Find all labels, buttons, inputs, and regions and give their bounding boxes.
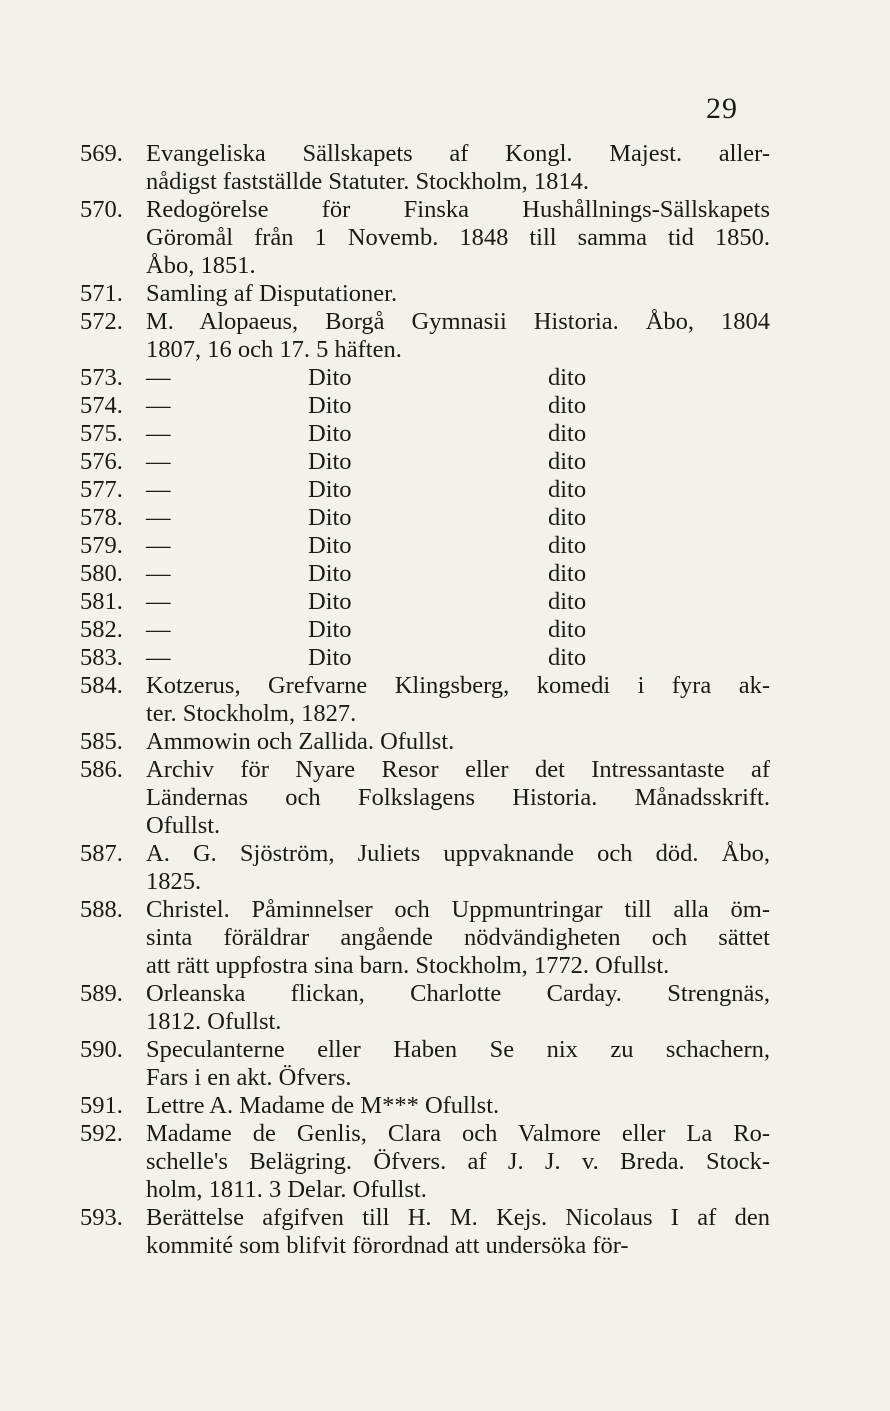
entry-line: Lettre A. Madame de M*** Ofullst.: [146, 1092, 500, 1119]
dito-author: Dito: [308, 448, 352, 475]
entry-text: [146, 140, 770, 196]
dash-mark: —: [146, 616, 171, 643]
catalog-entry: [80, 196, 770, 280]
dito-entry: [80, 588, 770, 616]
dito-author: Dito: [308, 504, 352, 531]
entry-number: 588.: [80, 896, 123, 923]
entry-number: 573.: [80, 364, 123, 391]
entry-text: [146, 196, 770, 280]
dash-mark: —: [146, 588, 171, 615]
dito-author: Dito: [308, 392, 352, 419]
entry-line: Redogörelse för Finska Hushållnings-Sällskapets: [146, 196, 770, 223]
catalog-entry: [80, 280, 770, 308]
dito-entry: [80, 504, 770, 532]
entry-line: Berättelse afgifven till H. M. Kejs. Nicolaus I af den: [146, 1204, 770, 1231]
entry-line: Göromål från 1 Novemb. 1848 till samma tid 1850.: [146, 224, 770, 251]
dash-mark: —: [146, 476, 171, 503]
entry-text: [146, 728, 770, 756]
entry-line: nådigst fastställde Statuter. Stockholm, 1814.: [146, 168, 589, 195]
dito-entry: [80, 644, 770, 672]
entry-text: [146, 896, 770, 980]
dito-author: Dito: [308, 588, 352, 615]
entry-line: Ländernas och Folkslagens Historia. Månadsskrift.: [146, 784, 770, 811]
dash-mark: —: [146, 420, 171, 447]
entry-line: 1825.: [146, 868, 202, 895]
catalog-entry: [80, 1120, 770, 1204]
entry-number: 578.: [80, 504, 123, 531]
dito-title: dito: [548, 616, 587, 643]
entry-number: 587.: [80, 840, 123, 867]
dito-entry: [80, 532, 770, 560]
entry-line: 1807, 16 och 17. 5 häften.: [146, 336, 402, 363]
dash-mark: —: [146, 532, 171, 559]
entry-line: 1812. Ofullst.: [146, 1008, 282, 1035]
catalog-entry: [80, 756, 770, 840]
entry-text: [146, 308, 770, 364]
entry-number: 580.: [80, 560, 123, 587]
entry-line: att rätt uppfostra sina barn. Stockholm, 1772. Ofullst.: [146, 952, 670, 979]
entry-line: Åbo, 1851.: [146, 252, 256, 279]
entry-number: 591.: [80, 1092, 123, 1119]
dito-author: Dito: [308, 616, 352, 643]
catalog-entry: [80, 980, 770, 1036]
entry-line: M. Alopaeus, Borgå Gymnasii Historia. Åbo, 1804: [146, 308, 770, 335]
dito-title: dito: [548, 392, 587, 419]
dito-title: dito: [548, 448, 587, 475]
dito-entry: [80, 616, 770, 644]
catalog-entry: [80, 840, 770, 896]
dito-author: Dito: [308, 420, 352, 447]
entry-number: 572.: [80, 308, 123, 335]
dito-entry: [80, 476, 770, 504]
entry-line: Evangeliska Sällskapets af Kongl. Majest. aller-: [146, 140, 770, 167]
dito-title: dito: [548, 644, 587, 671]
entry-line: ter. Stockholm, 1827.: [146, 700, 357, 727]
dash-mark: —: [146, 644, 171, 671]
catalog-entry: [80, 1204, 770, 1260]
dito-author: Dito: [308, 532, 352, 559]
entry-line: Orleanska flickan, Charlotte Carday. Strengnäs,: [146, 980, 770, 1007]
catalog-entry: [80, 728, 770, 756]
catalog-entry: [80, 1092, 770, 1120]
catalog-entry: [80, 308, 770, 364]
dito-author: Dito: [308, 476, 352, 503]
dito-entry: [80, 420, 770, 448]
entry-number: 581.: [80, 588, 123, 615]
entry-text: [146, 980, 770, 1036]
dito-title: dito: [548, 532, 587, 559]
entry-line: Ofullst.: [146, 812, 221, 839]
dash-mark: —: [146, 504, 171, 531]
entry-text: [146, 840, 770, 896]
dito-title: dito: [548, 420, 587, 447]
dito-title: dito: [548, 364, 587, 391]
entry-line: Madame de Genlis, Clara och Valmore eller La Ro-: [146, 1120, 770, 1147]
entry-text: [146, 672, 770, 728]
entry-text: [146, 756, 770, 840]
entry-number: 577.: [80, 476, 123, 503]
dito-author: Dito: [308, 644, 352, 671]
dash-mark: —: [146, 448, 171, 475]
dito-author: Dito: [308, 560, 352, 587]
dito-entry: [80, 392, 770, 420]
entry-text: [146, 1204, 770, 1260]
entry-line: Kotzerus, Grefvarne Klingsberg, komedi i fyra ak-: [146, 672, 770, 699]
entry-number: 592.: [80, 1120, 123, 1147]
entry-number: 579.: [80, 532, 123, 559]
dito-entry: [80, 364, 770, 392]
dash-mark: —: [146, 560, 171, 587]
dito-title: dito: [548, 560, 587, 587]
catalog-entries: [80, 140, 770, 1260]
dito-entry: [80, 448, 770, 476]
entry-number: 593.: [80, 1204, 123, 1231]
entry-number: 584.: [80, 672, 123, 699]
entry-line: Christel. Påminnelser och Uppmuntringar till alla öm-: [146, 896, 770, 923]
catalog-entry: [80, 1036, 770, 1092]
entry-text: [146, 1036, 770, 1092]
entry-line: kommité som blifvit förordnad att undersöka för-: [146, 1232, 629, 1259]
entry-line: sinta föräldrar angående nödvändigheten och sättet: [146, 924, 770, 951]
catalog-entry: [80, 896, 770, 980]
entry-line: Samling af Disputationer.: [146, 280, 398, 307]
dito-title: dito: [548, 504, 587, 531]
dash-mark: —: [146, 364, 171, 391]
dito-title: dito: [548, 588, 587, 615]
entry-number: 582.: [80, 616, 123, 643]
entry-number: 583.: [80, 644, 123, 671]
entry-number: 586.: [80, 756, 123, 783]
entry-number: 570.: [80, 196, 123, 223]
entry-number: 571.: [80, 280, 123, 307]
entry-text: [146, 1092, 770, 1120]
entry-text: [146, 280, 770, 308]
entry-number: 576.: [80, 448, 123, 475]
entry-line: Ammowin och Zallida. Ofullst.: [146, 728, 455, 755]
page-number: 29: [706, 92, 738, 125]
entry-number: 590.: [80, 1036, 123, 1063]
dito-author: Dito: [308, 364, 352, 391]
entry-line: A. G. Sjöström, Juliets uppvaknande och död. Åbo,: [146, 840, 770, 867]
entry-number: 589.: [80, 980, 123, 1007]
entry-line: holm, 1811. 3 Delar. Ofullst.: [146, 1176, 427, 1203]
dito-entry: [80, 560, 770, 588]
catalog-entry: [80, 140, 770, 196]
entry-line: Archiv för Nyare Resor eller det Intressantaste af: [146, 756, 770, 783]
dash-mark: —: [146, 392, 171, 419]
dito-title: dito: [548, 476, 587, 503]
entry-line: Speculanterne eller Haben Se nix zu schachern,: [146, 1036, 770, 1063]
entry-number: 585.: [80, 728, 123, 755]
entry-number: 569.: [80, 140, 123, 167]
entry-text: [146, 1120, 770, 1204]
entry-line: Fars i en akt. Öfvers.: [146, 1064, 352, 1091]
entry-number: 574.: [80, 392, 123, 419]
entry-line: schelle's Belägring. Öfvers. af J. J. v. Breda. Stock-: [146, 1148, 770, 1175]
entry-number: 575.: [80, 420, 123, 447]
catalog-entry: [80, 672, 770, 728]
